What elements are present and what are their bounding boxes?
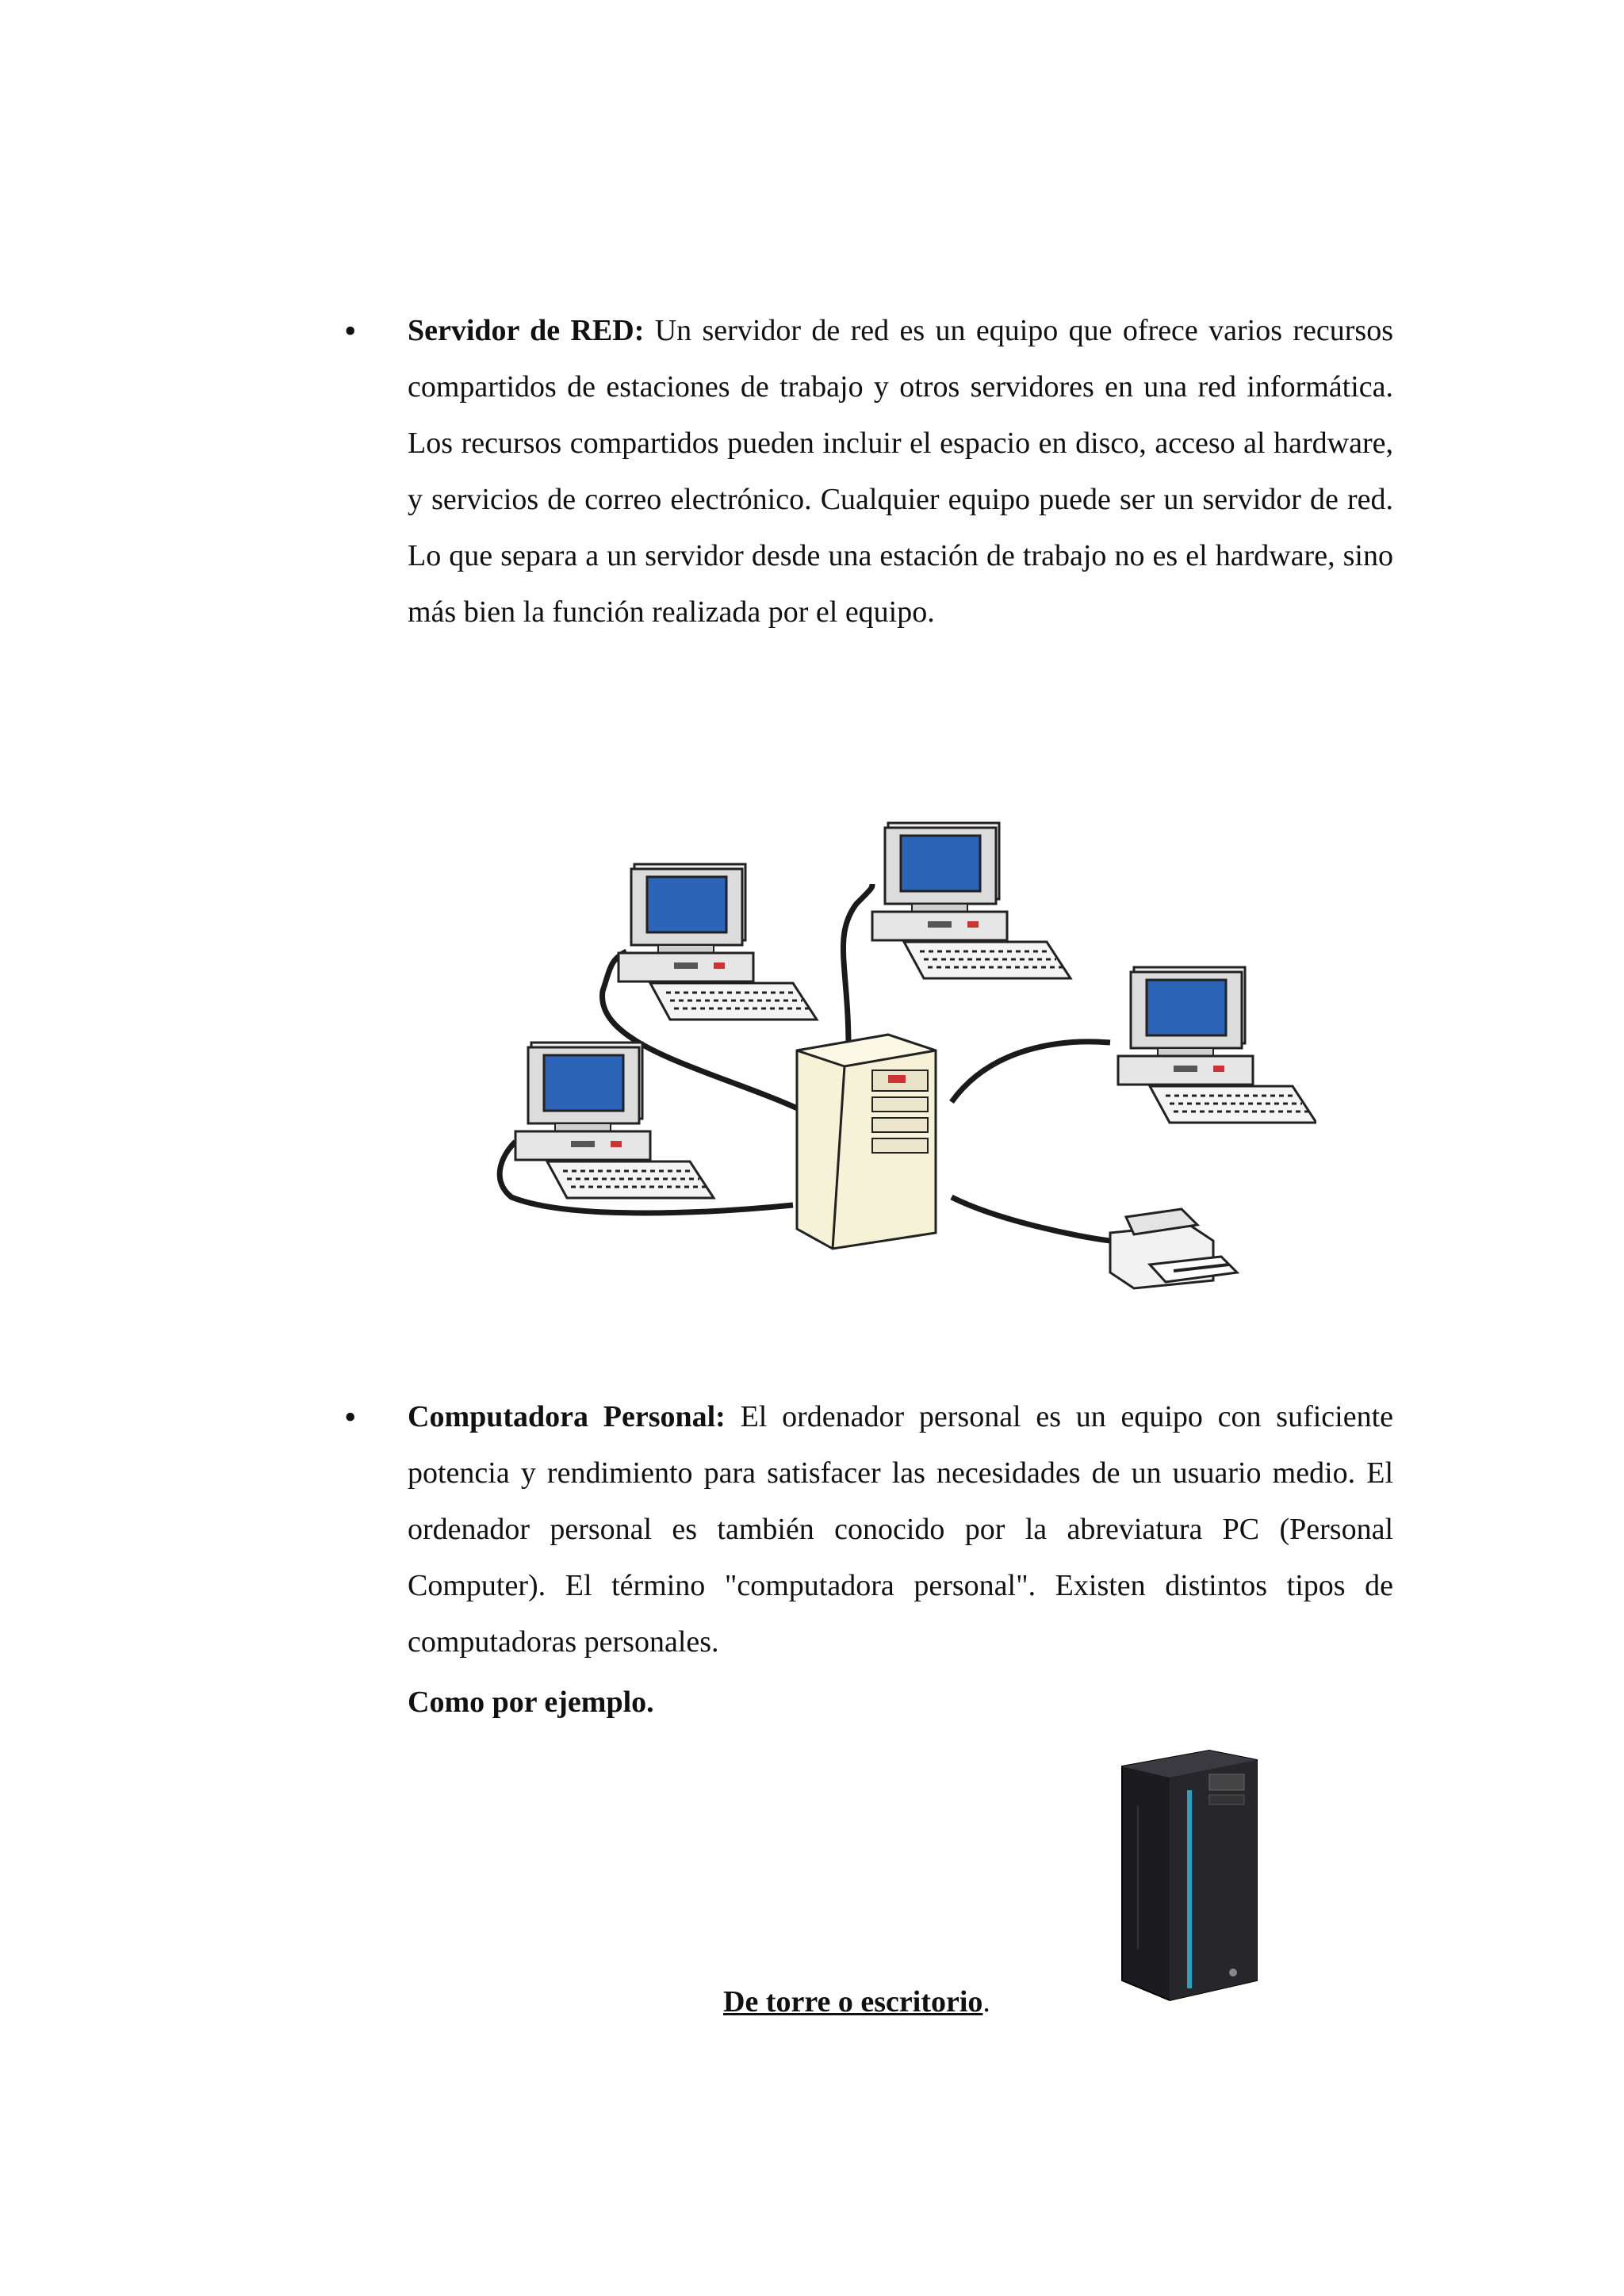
figure-caption <box>723 1974 990 2030</box>
bullet-icon: • <box>344 1398 357 1437</box>
pc-text: El ordenador personal es un equipo con suficiente potencia y rendimiento para satisfacer las necesidades de un usuario medio. El ordenador personal es también conocido por la abreviatura PC (Personal Computer). El término "computadora personal". Existen distintos tipos de computadoras personales. <box>408 1400 1393 1659</box>
server-term: Servidor de RED: <box>408 314 645 347</box>
bullet-icon: • <box>344 312 357 350</box>
pc-term: Computadora Personal: <box>408 1400 726 1433</box>
server-text: Un servidor de red es un equipo que ofrece varios recursos compartidos de estaciones de trabajo y otros servidores en una red informática. Los recursos compartidos pueden incluir el espacio en disco, acceso al hardware, y servicios de correo electrónico. Cualquier equipo puede ser un servidor de red. Lo que separa a un servidor desde una estación de trabajo no es el hardware, sino más bien la función realizada por el equipo. <box>408 314 1393 629</box>
example-heading: Como por ejemplo. <box>408 1686 654 1719</box>
network-diagram-image <box>476 809 1316 1316</box>
server-paragraph <box>408 303 1393 641</box>
tower-computer-image <box>1114 1743 1265 2004</box>
pc-paragraph <box>408 1389 1393 1670</box>
caption-punct: . <box>982 1985 990 2019</box>
caption-label: De torre o escritorio <box>723 1985 983 2019</box>
